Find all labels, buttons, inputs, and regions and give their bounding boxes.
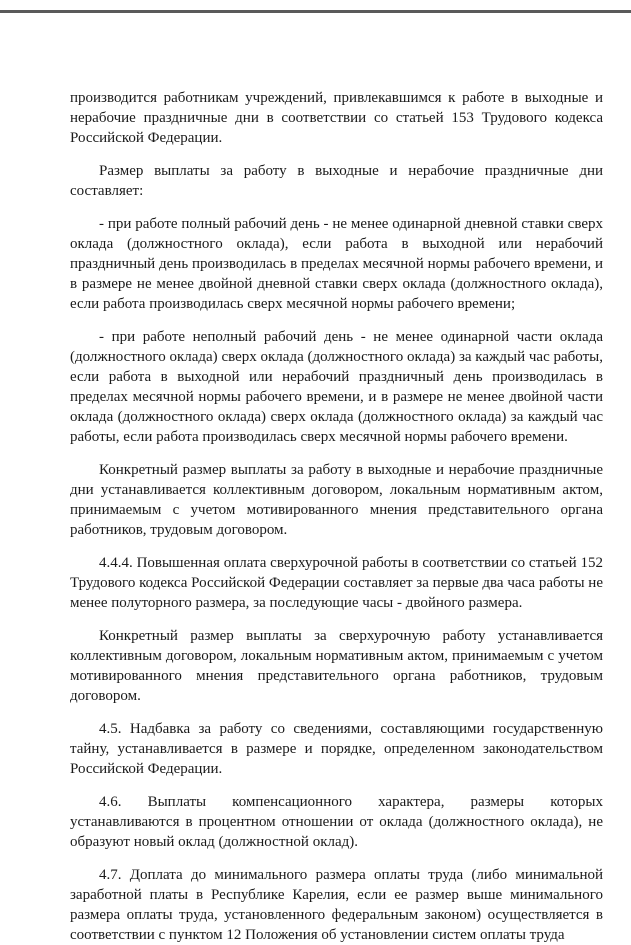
top-border-line <box>0 10 631 13</box>
paragraph-continuation: производится работникам учреждений, привлекавшимся к работе в выходные и нерабочие праздничные дни в соответствии со статьей 153 Трудового кодекса Российской Федерации. <box>70 90 603 146</box>
paragraph-4-7: 4.7. Доплата до минимального размера оплаты труда (либо минимальной заработной платы в Республике Карелия, если ее размер выше минимального размера оплаты труда, установленного федеральным законом) осуществляется в соответствии с пунктом 12 Положения об установлении систем оплаты труда <box>70 867 603 943</box>
paragraph-4-4-4: 4.4.4. Повышенная оплата сверхурочной работы в соответствии со статьей 152 Трудового кодекса Российской Федерации составляет за первые два часа работы не менее полуторного размера, за последующие часы - двойного размера. <box>70 555 603 611</box>
paragraph-specific-weekend-pay: Конкретный размер выплаты за работу в выходные и нерабочие праздничные дни устанавливается коллективным договором, локальным нормативным актом, принимаемым с учетом мотивированного мнения представительного органа работников, трудовым договором. <box>70 462 603 538</box>
paragraph-part-day: - при работе неполный рабочий день - не менее одинарной части оклада (должностного оклада) сверх оклада (должностного оклада) за каждый час работы, если работа в выходной или нерабочий праздничный день производилась в пределах месячной нормы рабочего времени, и в размере не менее двойной части оклада (должностного оклада) сверх оклада (должностного оклада) за каждый час работы, если работа производилась сверх месячной нормы рабочего времени. <box>70 329 603 445</box>
paragraph-4-5: 4.5. Надбавка за работу со сведениями, составляющими государственную тайну, устанавливается в размере и порядке, определенном законодательством Российской Федерации. <box>70 721 603 777</box>
paragraph-4-6: 4.6. Выплаты компенсационного характера, размеры которых устанавливаются в процентном отношении от оклада (должностного оклада), не образуют новый оклад (должностной оклад). <box>70 794 603 850</box>
paragraph-full-day: - при работе полный рабочий день - не менее одинарной дневной ставки сверх оклада (должностного оклада), если работа в выходной или нерабочий праздничный день производилась в пределах месячной нормы рабочего времени, и в размере не менее двойной дневной ставки сверх оклада (должностного оклада), если работа производилась сверх месячной нормы рабочего времени; <box>70 216 603 312</box>
document-page <box>70 88 603 945</box>
paragraph-weekend-pay-size: Размер выплаты за работу в выходные и нерабочие праздничные дни составляет: <box>70 163 603 199</box>
paragraph-specific-overtime-pay: Конкретный размер выплаты за сверхурочную работу устанавливается коллективным договором, локальным нормативным актом, принимаемым с учетом мотивированного мнения представительного органа работников, трудовым договором. <box>70 628 603 704</box>
